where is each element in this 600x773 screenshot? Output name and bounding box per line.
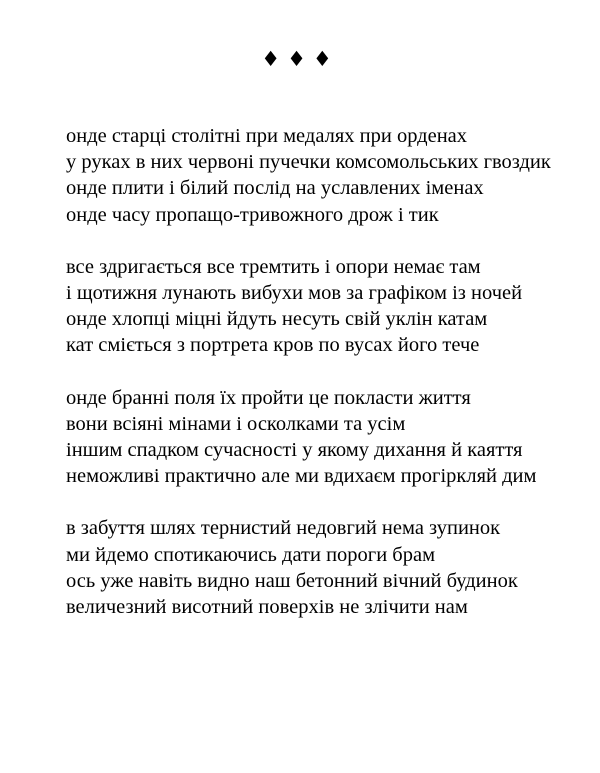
stanza-2 xyxy=(66,254,586,359)
poem-line: все здригається все тремтить і опори немає там xyxy=(66,255,481,278)
stanza-4 xyxy=(66,515,586,620)
poem-line: і щотижня лунають вибухи мов за графіком із ночей xyxy=(66,282,523,305)
poem-line: в забуття шлях тернистий недовгий нема зупинок xyxy=(66,517,501,540)
poem-line: у руках в них червоні пучечки комсомольських гвоздик xyxy=(66,151,551,174)
poem-line: неможливі практично але ми вдихаєм прогіркляй дим xyxy=(66,465,537,488)
poem-line: ось уже навіть видно наш бетонний вічний будинок xyxy=(66,569,518,592)
stanza-3 xyxy=(66,385,586,490)
stanza-1 xyxy=(66,123,586,228)
poem-line: вони всіяні мінами і осколками та усім xyxy=(66,412,406,435)
poem-line: онде плити і білий послід на уславлених іменах xyxy=(66,177,484,200)
poem-body xyxy=(66,123,586,646)
poem-line: іншим спадком сучасності у якому дихання й каяття xyxy=(66,439,523,462)
poem-line: онде старці столітні при медалях при орденах xyxy=(66,125,468,147)
poem-line: ми йдемо спотикаючись дати пороги брам xyxy=(66,543,436,566)
poem-line: онде бранні поля їх пройти це покласти життя xyxy=(66,386,471,409)
poem-line: величезний висотний поверхів не злічити нам xyxy=(66,596,468,619)
poem-line: кат сміється з портрета кров по вусах його тече xyxy=(66,334,480,357)
diamond-ornament-icon: ♦♦♦ xyxy=(261,47,339,71)
poem-line: онде часу пропащо-тривожного дрож і тик xyxy=(66,203,439,226)
poem-line: онде хлопці міцні йдуть несуть свій уклін катам xyxy=(66,308,488,331)
